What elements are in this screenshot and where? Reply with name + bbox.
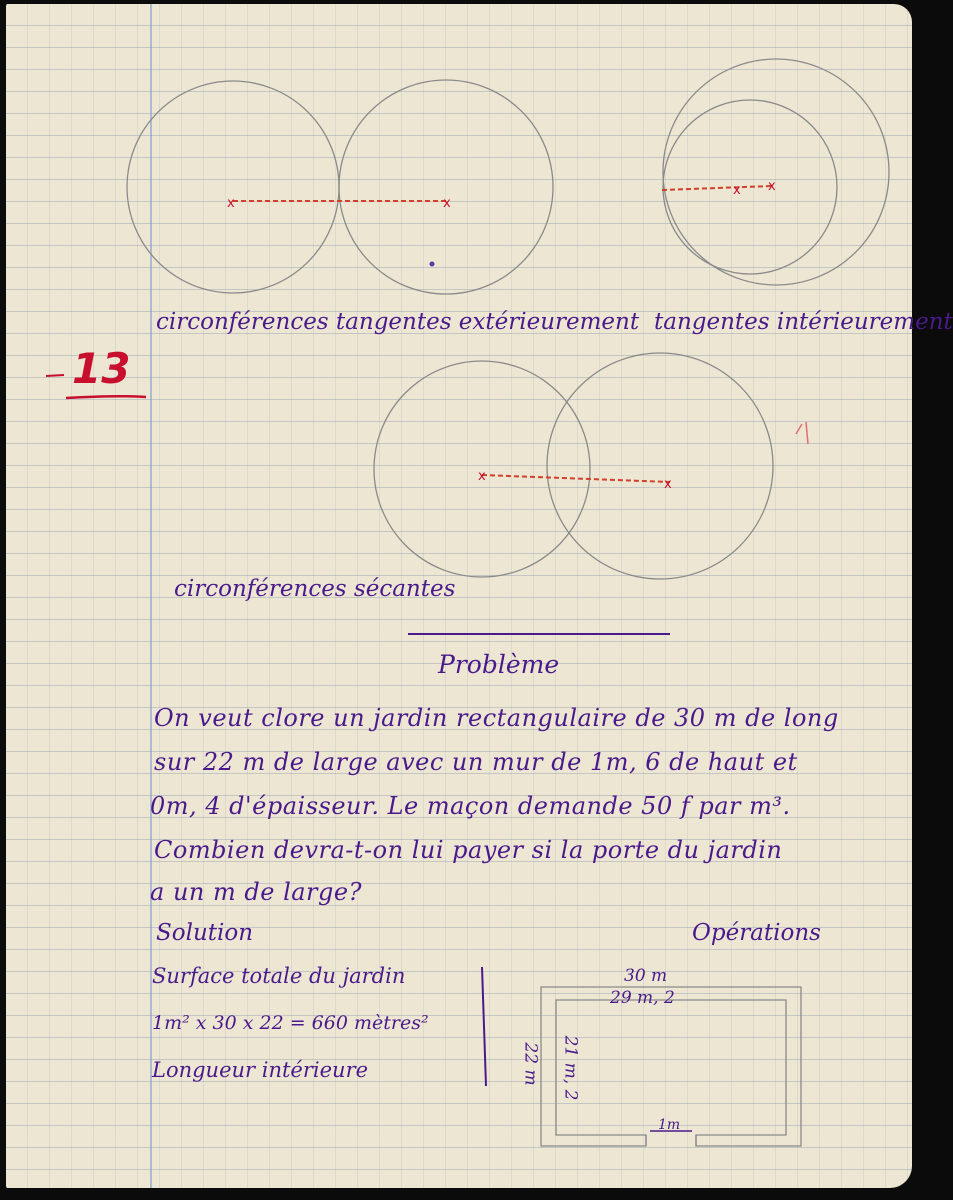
caption-secant: circonférences sécantes — [174, 576, 456, 602]
circle-external-right — [339, 80, 553, 294]
svg-text:x: x — [664, 477, 672, 492]
caption-external-tangent: circonférences tangentes extérieurement — [156, 309, 640, 335]
solution-divider — [482, 967, 486, 1086]
center-line-secant — [482, 475, 670, 482]
notebook-page — [6, 4, 953, 1188]
grade-mark: 13 — [72, 344, 131, 393]
svg-text:x: x — [768, 179, 776, 194]
geometry-drawings — [6, 4, 912, 1188]
red-check-mark — [796, 422, 808, 444]
problem-line-1: On veut clore un jardin rectangulaire de 30 m de long — [154, 704, 839, 732]
problem-line-2: sur 22 m de large avec un mur de 1m, 6 de haut et — [154, 748, 798, 776]
svg-text:x: x — [227, 196, 235, 211]
circle-external-left — [127, 81, 339, 293]
ink-dot — [430, 262, 435, 267]
plan-top-inner-label: 29 m, 2 — [610, 988, 675, 1008]
problem-line-4: Combien devra-t-on lui payer si la porte du jardin — [154, 836, 783, 864]
circle-secant-right — [547, 353, 773, 579]
solution-heading: Solution — [156, 920, 254, 946]
problem-heading: Problème — [438, 650, 560, 679]
solution-line-3: Longueur intérieure — [152, 1058, 369, 1082]
grade-dash — [46, 375, 64, 376]
operations-heading: Opérations — [692, 920, 821, 946]
solution-line-1: Surface totale du jardin — [152, 964, 406, 988]
plan-top-outer-label: 30 m — [624, 966, 668, 986]
svg-text:x: x — [733, 183, 741, 198]
grade-underline — [66, 396, 146, 398]
caption-internal-tangent: tangentes intérieurement — [654, 309, 953, 335]
svg-text:x: x — [478, 469, 486, 484]
plan-left-outer-label: 22 m — [520, 1042, 541, 1086]
problem-line-3: 0m, 4 d'épaisseur. Le maçon demande 50 f par m³. — [150, 792, 791, 820]
plan-door-label: 1m — [658, 1117, 681, 1133]
solution-line-2: 1m² x 30 x 22 = 660 mètres² — [152, 1012, 429, 1034]
plan-left-inner-label: 21 m, 2 — [560, 1035, 581, 1101]
center-line-internal — [662, 186, 772, 190]
svg-text:x: x — [443, 196, 451, 211]
problem-line-5: a un m de large? — [150, 878, 362, 906]
circle-internal-large — [663, 59, 889, 285]
